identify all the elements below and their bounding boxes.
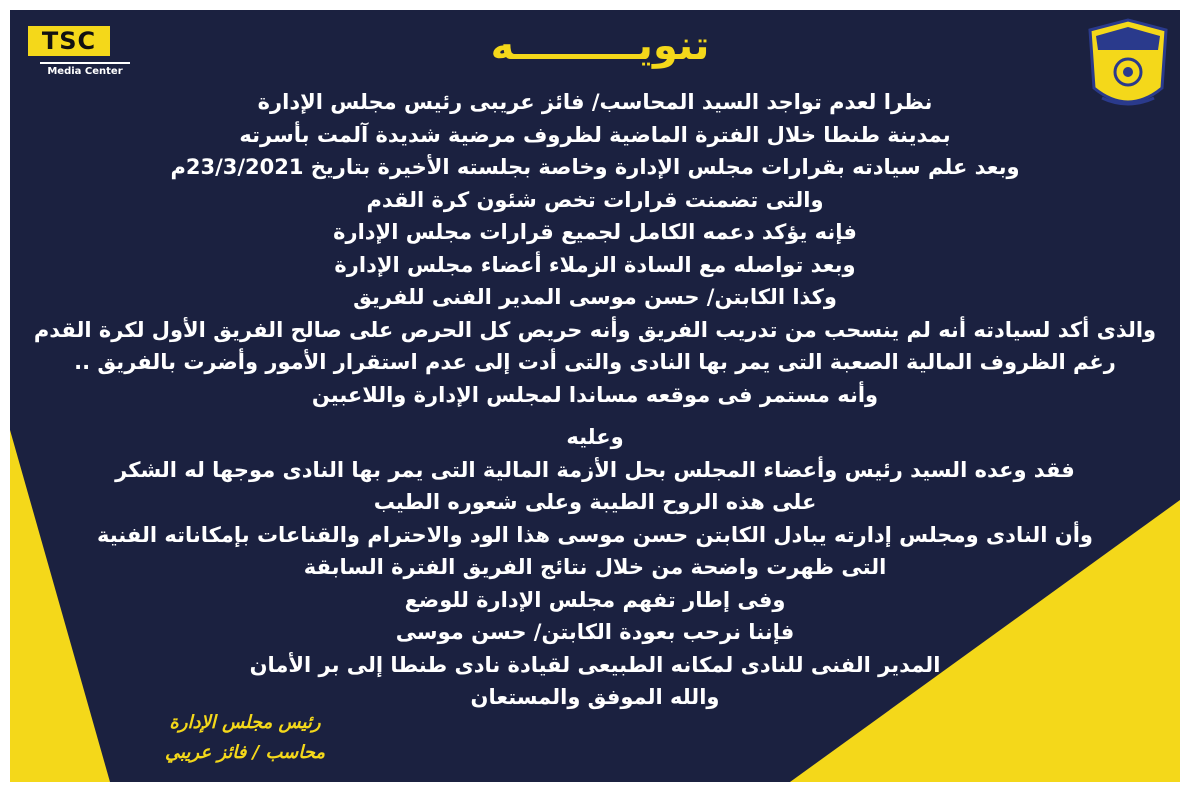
- notice-line: على هذه الروح الطيبة وعلى شعوره الطيب: [373, 490, 817, 514]
- notice-line: وعليه: [566, 425, 624, 449]
- notice-line: وأنه مستمر فى موقعه مساندا لمجلس الإدارة واللاعبين: [311, 382, 879, 407]
- media-center-label: Media Center: [40, 62, 130, 80]
- notice-line: والتى تضمنت قرارات تخص شئون كرة القدم: [366, 187, 824, 212]
- notice-line: وأن النادى ومجلس إدارته يبادل الكابتن حسن موسى هذا الود والاحترام والقناعات بإمكاناته الفنية: [96, 522, 1093, 547]
- notice-line: المدير الفنى للنادى لمكانه الطبيعى لقيادة نادى طنطا إلى بر الأمان: [249, 652, 941, 677]
- notice-line: وبعد علم سيادته بقرارات مجلس الإدارة وخاصة بجلسته الأخيرة بتاريخ 23/3/2021م: [170, 155, 1020, 179]
- tsc-media-logo: [28, 26, 128, 84]
- notice-body: [20, 86, 1170, 714]
- tsc-badge: TSC: [28, 26, 110, 56]
- notice-line: والله الموفق والمستعان: [470, 685, 720, 709]
- notice-line: بمدينة طنطا خلال الفترة الماضية لظروف مرضية شديدة آلمت بأسرته: [239, 122, 951, 147]
- notice-poster: [10, 10, 1180, 782]
- notice-line: نظرا لعدم تواجد السيد المحاسب/ فائز عريبى رئيس مجلس الإدارة: [257, 90, 933, 114]
- notice-line: فقد وعده السيد رئيس وأعضاء المجلس بحل الأزمة المالية التى يمر بها النادى موجها له الشكر: [115, 457, 1075, 482]
- signature-role: رئيس مجلس الإدارة: [169, 712, 321, 733]
- signature-block: [120, 708, 370, 768]
- page-title: تنويـــــــــه: [490, 23, 710, 69]
- notice-line: رغم الظروف المالية الصعبة التى يمر بها النادى والتى أدت إلى عدم استقرار الأمور وأضرت بالفريق ..: [74, 350, 1116, 374]
- signature-name: محاسب / فائز عريبي: [164, 742, 326, 763]
- paragraph-gap: [20, 411, 1170, 421]
- notice-line: وكذا الكابتن/ حسن موسى المدير الفنى للفريق: [353, 285, 837, 309]
- notice-line: وفى إطار تفهم مجلس الإدارة للوضع: [404, 587, 786, 612]
- notice-line: والذى أكد لسيادته أنه لم ينسحب من تدريب الفريق وأنه حريص كل الحرص على صالح الفريق الأول لكرة القدم: [33, 317, 1157, 342]
- notice-line: التى ظهرت واضحة من خلال نتائج الفريق الفترة السابقة: [303, 555, 887, 579]
- notice-line: فإنه يؤكد دعمه الكامل لجميع قرارات مجلس الإدارة: [333, 220, 857, 244]
- notice-line: وبعد تواصله مع السادة الزملاء أعضاء مجلس الإدارة: [334, 252, 856, 277]
- notice-line: فإننا نرحب بعودة الكابتن/ حسن موسى: [395, 620, 795, 644]
